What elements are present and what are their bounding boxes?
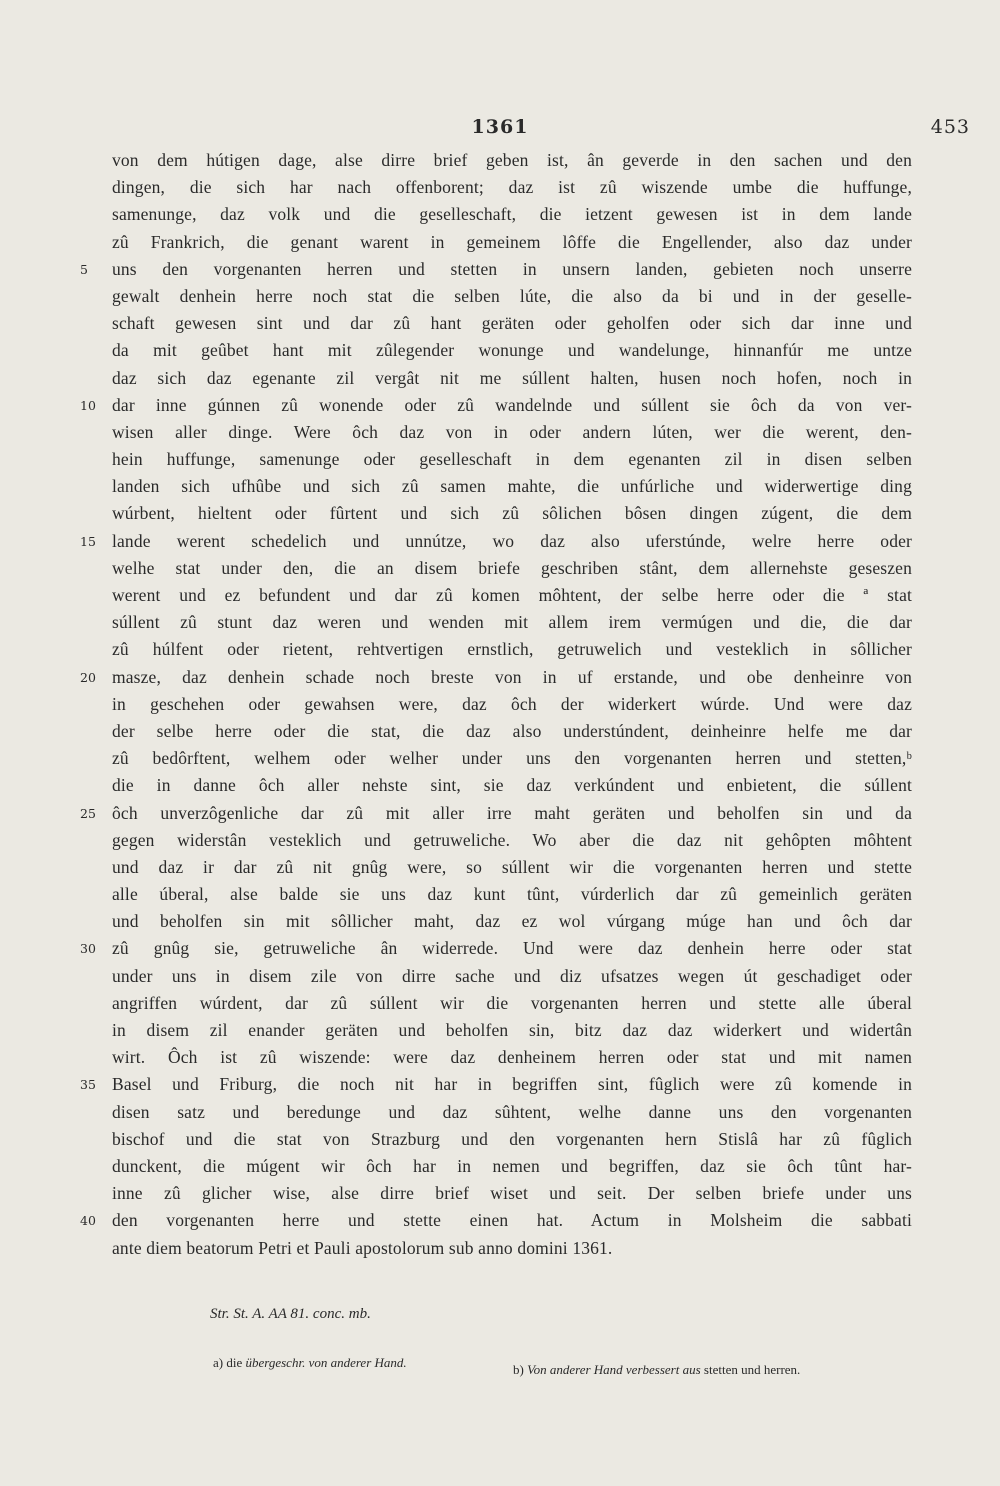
document-body <box>0 147 1000 1262</box>
line-text: hein huffunge, samenunge oder geselleschaft in dem egenanten zil in disen selben <box>112 449 912 470</box>
text-line <box>0 174 1000 201</box>
page-number: 453 <box>930 116 970 138</box>
text-line <box>0 1044 1000 1071</box>
line-text: wisen aller dinge. Were ôch daz von in oder andern lúten, wer die werent, den- <box>112 421 912 442</box>
text-line <box>0 691 1000 718</box>
line-number: 30 <box>80 941 96 957</box>
line-number: 5 <box>80 261 88 277</box>
line-text: uns den vorgenanten herren und stetten in unsern landen, gebieten noch unserre <box>112 258 912 279</box>
text-line <box>0 256 1000 283</box>
text-line <box>0 528 1000 555</box>
text-line <box>0 1207 1000 1234</box>
line-text: schaft gewesen sint und dar zû hant geräten oder geholfen oder sich dar inne und <box>112 313 912 334</box>
line-text: masze, daz denhein schade noch breste von in uf erstande, und obe denheinre von <box>112 666 912 687</box>
line-text: gegen widerstân vesteklich und getruweliche. Wo aber die daz nit gehôpten môhtent <box>112 829 912 850</box>
text-line <box>0 1153 1000 1180</box>
line-text: zû Frankrich, die genant warent in gemeinem lôffe die Engellender, also daz under <box>112 231 912 252</box>
text-line <box>0 419 1000 446</box>
text-line <box>0 827 1000 854</box>
line-text: alle úberal, alse balde sie uns daz kunt tûnt, vúrderlich dar zû gemeinlich geräten <box>112 884 912 905</box>
line-text: zû gnûg sie, getruweliche ân widerrede. Und were daz denhein herre oder stat <box>112 938 912 959</box>
line-text: wúrbent, hieltent oder fûrtent und sich zû sôlichen bôsen dingen zúgent, die dem <box>112 503 912 524</box>
line-number: 25 <box>80 805 96 821</box>
text-line <box>0 609 1000 636</box>
line-text: dingen, die sich har nach offenborent; daz ist zû wiszende umbe die huffunge, <box>112 177 912 198</box>
text-line <box>0 718 1000 745</box>
text-line <box>0 1126 1000 1153</box>
text-line <box>0 446 1000 473</box>
line-text: die in danne ôch aller nehste sint, sie daz verkúndent und enbietent, die súllent <box>112 775 912 796</box>
text-line <box>0 473 1000 500</box>
text-line <box>0 990 1000 1017</box>
line-text: samenunge, daz volk und die geselleschaft, die ietzent gewesen ist in dem lande <box>112 204 912 225</box>
footnote-b-mark: b) <box>513 1362 524 1377</box>
line-text: daz sich daz egenante zil vergât nit me súllent halten, husen noch hofen, noch in <box>112 367 912 388</box>
text-line <box>0 1235 1000 1262</box>
line-text: wirt. Ôch ist zû wiszende: were daz denheinem herren oder stat und mit namen <box>112 1047 912 1068</box>
text-line <box>0 800 1000 827</box>
text-line <box>0 283 1000 310</box>
line-text: und beholfen sin mit sôllicher maht, daz ez wol vúrgang múge han und ôch dar <box>112 911 912 932</box>
text-line <box>0 500 1000 527</box>
text-line <box>0 365 1000 392</box>
line-text: dar inne gúnnen zû wonende oder zû wandelnde und súllent sie ôch da von ver- <box>112 394 912 415</box>
text-line <box>0 1017 1000 1044</box>
text-line <box>0 745 1000 772</box>
text-line <box>0 935 1000 962</box>
line-number: 35 <box>80 1077 96 1093</box>
text-line <box>0 1099 1000 1126</box>
line-text: dunckent, die múgent wir ôch har in nemen und begriffen, daz sie ôch tûnt har- <box>112 1155 912 1176</box>
text-line <box>0 854 1000 881</box>
source-note: Str. St. A. AA 81. conc. mb. <box>210 1306 371 1322</box>
line-number: 20 <box>80 669 96 685</box>
text-line <box>0 881 1000 908</box>
line-text: bischof und die stat von Strazburg und den vorgenanten hern Stislâ har zû fûglich <box>112 1128 912 1149</box>
text-line <box>0 582 1000 609</box>
text-line <box>0 201 1000 228</box>
line-text: welhe stat under den, die an disem briefe geschriben stânt, dem allernehste geseszen <box>112 557 912 578</box>
text-line <box>0 147 1000 174</box>
text-line <box>0 963 1000 990</box>
line-text: in disem zil enander geräten und beholfen sin, bitz daz daz widerkert und widertân <box>112 1020 912 1040</box>
line-text: ante diem beatorum Petri et Pauli apostolorum sub anno domini 1361. <box>112 1237 613 1258</box>
line-text: landen sich ufhûbe und sich zû samen mahte, die unfúrliche und widerwertige ding <box>112 476 912 497</box>
text-line <box>0 1180 1000 1207</box>
line-number: 40 <box>80 1213 96 1229</box>
line-text: von dem hútigen dage, alse dirre brief geben ist, ân geverde in den sachen und den <box>112 150 912 170</box>
line-text: werent und ez befundent und dar zû komen môhtent, der selbe herre oder die ª stat <box>112 585 912 605</box>
text-line <box>0 1071 1000 1098</box>
text-line <box>0 229 1000 256</box>
text-line <box>0 310 1000 337</box>
line-number: 15 <box>80 533 96 549</box>
line-text: und daz ir dar zû nit gnûg were, so súllent wir die vorgenanten herren und stette <box>112 856 912 877</box>
footnote-a-word: die <box>226 1355 243 1370</box>
footnote-b-words: stetten und herren. <box>703 1362 801 1377</box>
footnote-b <box>513 1362 800 1378</box>
footnote-b-note: Von anderer Hand verbessert aus <box>527 1362 701 1377</box>
line-text: under uns in disem zile von dirre sache und diz ufsatzes wegen út geschadiget oder <box>112 965 912 986</box>
line-text: zû bedôrftent, welhem oder welher under uns den vorgenanten herren und stetten,ᵇ <box>112 748 912 769</box>
footnote-a <box>213 1355 407 1371</box>
line-text: gewalt denhein herre noch stat die selben lúte, die also da bi und in der geselle- <box>112 285 912 306</box>
text-line <box>0 636 1000 663</box>
text-line <box>0 555 1000 582</box>
line-text: disen satz und beredunge und daz sûhtent, welhe danne uns den vorgenanten <box>112 1101 912 1122</box>
line-text: in geschehen oder gewahsen were, daz ôch der widerkert wúrde. Und were daz <box>112 693 912 714</box>
footnote-a-note: übergeschr. von anderer Hand. <box>245 1355 407 1370</box>
line-text: inne zû glicher wise, alse dirre brief wiset und seit. Der selben briefe under uns <box>112 1183 912 1204</box>
text-line <box>0 392 1000 419</box>
line-text: angriffen wúrdent, dar zû súllent wir die vorgenanten herren und stette alle úberal <box>112 992 912 1013</box>
footnote-a-mark: a) <box>213 1355 224 1370</box>
line-text: Basel und Friburg, die noch nit har in begriffen sint, fûglich were zû komende in <box>112 1074 912 1095</box>
line-text: da mit geûbet hant mit zûlegender wonunge und wandelunge, hinnanfúr me untze <box>112 340 912 361</box>
text-line <box>0 664 1000 691</box>
line-text: súllent zû stunt daz weren und wenden mit allem irem vermúgen und die, die dar <box>112 612 912 633</box>
text-line <box>0 337 1000 364</box>
line-text: den vorgenanten herre und stette einen hat. Actum in Molsheim die sabbati <box>112 1210 912 1231</box>
line-number: 10 <box>80 397 96 413</box>
line-text: lande werent schedelich und unnútze, wo daz also uferstúnde, welre herre oder <box>112 530 912 551</box>
text-line <box>0 908 1000 935</box>
text-line <box>0 772 1000 799</box>
line-text: der selbe herre oder die stat, die daz also understúndent, deinheinre helfe me dar <box>112 720 912 741</box>
page-header-year: 1361 <box>471 116 529 138</box>
line-text: ôch unverzôgenliche dar zû mit aller irre maht geräten und beholfen sin und da <box>112 802 912 823</box>
line-text: zû húlfent oder rietent, rehtvertigen ernstlich, getruwelich und vesteklich in sôllicher <box>112 639 912 660</box>
